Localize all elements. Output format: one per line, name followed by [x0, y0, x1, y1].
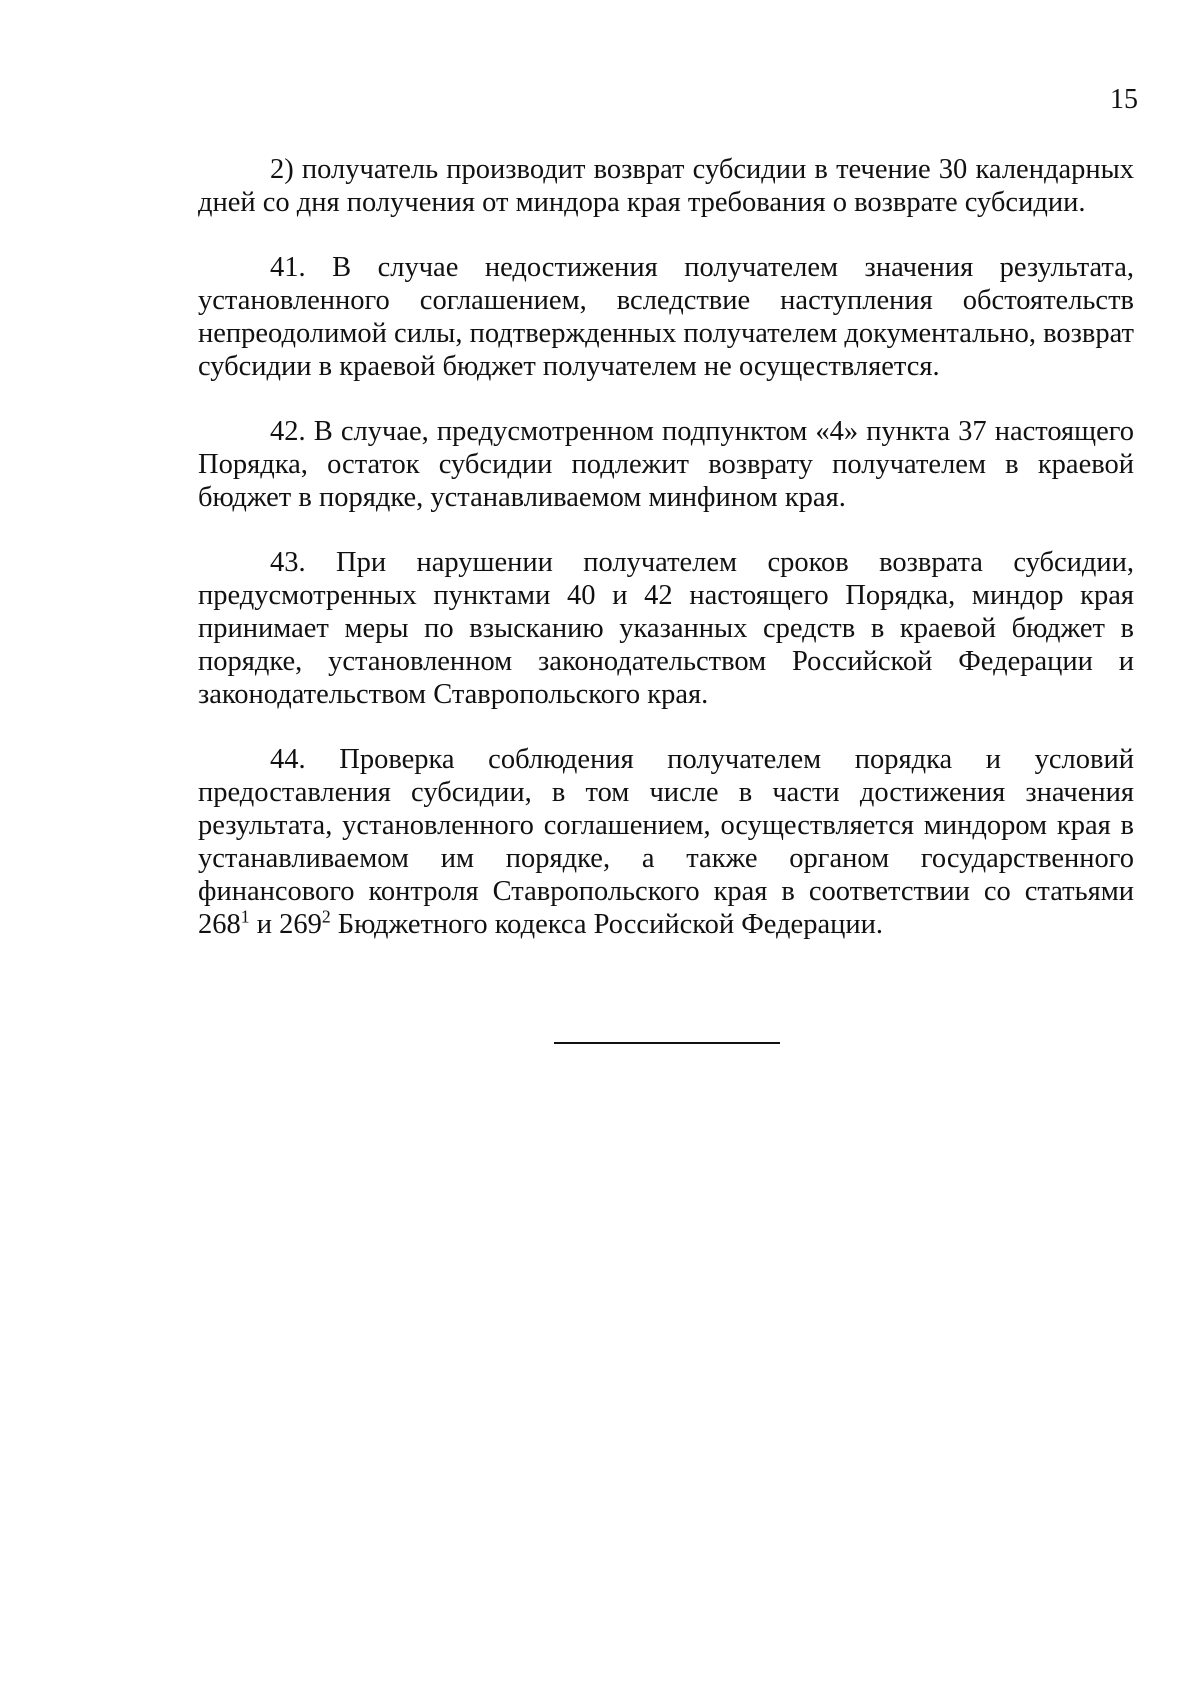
paragraph-42: 42. В случае, предусмотренном подпунктом «4» пункта 37 настоящего Порядка, остаток субсидии подлежит возврату получателем в краевой бюджет в порядке, устанавливаемом минфином края.	[198, 416, 1134, 513]
paragraph-44-text-start: 44. Проверка соблюдения получателем порядка и условий предоставления субсидии, в том числе в части достижения значения результата, установленного соглашением, осуществляется миндором края в устанавливаемом им порядке, а также органом государственного финансового контроля Ставропольского края в соответствии со статьями 268	[198, 744, 1134, 940]
paragraph-43: 43. При нарушении получателем сроков возврата субсидии, предусмотренных пунктами 40 и 42 настоящего Порядка, миндор края принимает меры по взысканию указанных средств в краевой бюджет в порядке, установленном законодательством Российской Федерации и законодательством Ставропольского края.	[198, 547, 1134, 710]
document-body	[198, 153, 1134, 973]
page-number: 15	[1110, 84, 1138, 115]
closing-divider-line	[554, 1042, 780, 1044]
paragraph-44	[198, 743, 1134, 941]
paragraph-41: 41. В случае недостижения получателем значения результата, установленного соглашением, вследствие наступления обстоятельств непреодолимой силы, подтвержденных получателем документально, возврат субсидии в краевой бюджет получателем не осуществляется.	[198, 252, 1134, 382]
superscript-2: 2	[321, 906, 331, 927]
paragraph-44-text-end: Бюджетного кодекса Российской Федерации.	[330, 909, 883, 940]
paragraph-44-text-middle: и 269	[249, 909, 322, 940]
superscript-1: 1	[240, 906, 250, 927]
paragraph-2: 2) получатель производит возврат субсидии в течение 30 календарных дней со дня получения от миндора края требования о возврате субсидии.	[198, 154, 1134, 218]
